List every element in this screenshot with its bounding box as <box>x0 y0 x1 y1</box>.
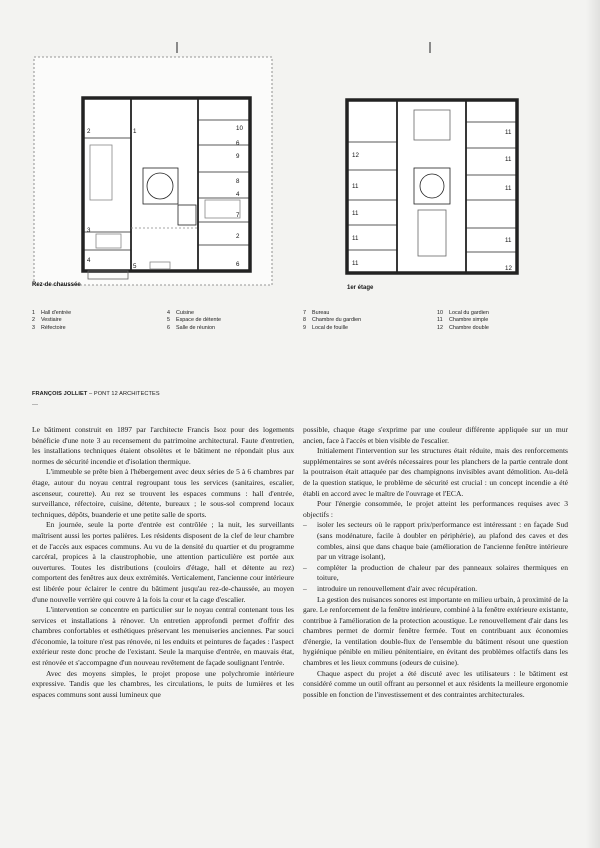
room-number: 11 <box>505 237 512 244</box>
legend-label: Espace de détente <box>176 317 221 324</box>
text-column-left <box>32 425 294 700</box>
room-number: 7 <box>236 212 240 219</box>
legend-number: 8 <box>303 317 306 324</box>
author-line <box>32 391 160 397</box>
room-number: 9 <box>236 153 240 160</box>
room-number: 11 <box>352 235 359 242</box>
author-firm: – PONT 12 ARCHITECTES <box>87 391 160 397</box>
floor-plans <box>0 0 600 290</box>
paragraph: La gestion des nuisances sonores est importante en milieu urbain, à proximité de la gare. Le renforcement de la fenêtre intérieure, combiné à la fenêtre extérieure existante, contribue à l'amélioration de la protection acoustique. Le renouvellement d'air dans les chambres permet de dormir fenêtre fermée. Tout en contribuant aux économies d'énergie, la ventilation double-flux de l'ensemble du bâtiment résout une question hygiénique pénible en milieu pénitentiaire, en évitant des problèmes olfactifs dans les chambres et les lieux communs (odeurs de cuisine). <box>303 594 568 668</box>
legend-number: 10 <box>437 310 443 316</box>
room-number: 11 <box>352 260 359 267</box>
legend-label: Local du gardien <box>449 310 489 316</box>
room-number: 4 <box>236 191 240 198</box>
legend-group-1 <box>32 310 71 332</box>
legend-label: Chambre simple <box>449 317 489 324</box>
room-number: 1 <box>133 128 137 135</box>
room-number: 3 <box>87 227 91 234</box>
legend-group-4 <box>437 310 489 332</box>
list-item <box>303 520 568 562</box>
legend-number: 11 <box>437 317 443 324</box>
legend-number: 12 <box>437 324 443 331</box>
text-column-right <box>303 425 568 700</box>
plan-caption-ground: Rez-de chaussée <box>32 282 81 288</box>
list-item <box>303 584 568 595</box>
legend-group-3 <box>303 310 361 332</box>
list-text: compléter la production de chaleur par des panneaux solaires thermiques en toiture, <box>317 562 568 583</box>
legend-group-2 <box>167 310 221 332</box>
room-number: 11 <box>505 129 512 136</box>
paragraph: Avec des moyens simples, le projet propose une polychromie intérieure expressive. Tandis que les chambres, les circulations, le puits de lumières et les espaces communs sont aussi lumineux que <box>32 668 294 699</box>
legend-number: 1 <box>32 310 35 316</box>
paragraph: Pour l'énergie consommée, le projet atteint les performances requises avec 3 objectifs : <box>303 499 568 519</box>
list-item <box>303 563 568 584</box>
legend-number: 7 <box>303 310 306 316</box>
room-number: 6 <box>236 261 240 268</box>
legend-number: 6 <box>167 324 170 331</box>
paragraph: L'immeuble se prête bien à l'hébergement avec deux séries de 5 à 6 chambres par étage, autour du noyau central regroupant tous les services (sanitaires, escalier, ascenseur, courette). Au rez se trouvent les espaces communs : hall d'entrée, surveillance, réfectoire, cuisine, détente, bureaux ; le sous-sol comprend locaux techniques, dépôts, buanderie et une petite salle de sports. <box>32 467 294 519</box>
paragraph: L'intervention se concentre en particulier sur le noyau central contenant tous les services et installations à rénover. Un entretien approfondi permet d'offrir des chambres confortables et esthétiques préservant les menuiseries anciennes. Par souci d'économie, la toiture n'est pas rénovée, ni les enduits et peintures de façades : l'aspect extérieur reste donc proche de l'existant. Seule la marquise d'entrée, en mauvais état, est rénovée et s'accompagne d'un nouveau revêtement de façade soulignant l'entrée. <box>32 605 294 668</box>
room-number: 12 <box>505 265 512 272</box>
legend-label: Hall d'entrée <box>41 310 72 316</box>
room-number: 4 <box>87 257 91 264</box>
legend-label: Bureau <box>312 310 330 316</box>
legend-label: Réfectoire <box>41 324 66 331</box>
legend-label: Chambre du gardien <box>312 317 362 324</box>
paragraph: possible, chaque étage s'exprime par une couleur différente appliquée sur un mur ancien, face à l'accès et bien visible de l'escalier. <box>303 425 568 445</box>
room-number: 11 <box>352 210 359 217</box>
legend-label: Local de fouille <box>312 324 348 331</box>
room-number: 11 <box>352 183 359 190</box>
paragraph: Initialement l'intervention sur les structures était réduite, mais des renforcements supplémentaires se sont avérés nécessaires pour les planchers de la partie centrale dont la poutraison était attaquée par des champignons invisibles avant démolition. Au-delà de la question statique, le problème de sécurité est crucial : un concept incendie a été établi en accord avec le maître de l'ouvrage et l'ECA. <box>303 446 568 498</box>
legend-label: Chambre double <box>449 324 489 331</box>
legend-number: 2 <box>32 317 35 324</box>
room-number: 2 <box>87 128 91 135</box>
room-number: 5 <box>133 263 137 270</box>
legend-label: Cuisine <box>176 310 194 316</box>
separator-dash: --- <box>32 402 38 408</box>
legend-number: 5 <box>167 317 170 324</box>
list-text: isoler les secteurs où le rapport prix/performance est intéressant : en façade Sud (sans modénature, facile à doubler en périphérie), au plafond des caves et des combles, ainsi que dans chaque baie (amélioration de l'ancienne fenêtre intérieure par un vitrage isolant), <box>317 520 568 562</box>
legend-number: 4 <box>167 310 170 316</box>
room-number: 6 <box>236 140 240 147</box>
room-number: 10 <box>236 125 243 132</box>
list-text: introduire un renouvellement d'air avec récupération. <box>317 583 478 593</box>
legend-number: 9 <box>303 324 306 331</box>
author-name: FRANÇOIS JOLLIET <box>32 391 88 397</box>
list-bullet: – <box>303 562 307 572</box>
legend-label: Salle de réunion <box>176 324 215 331</box>
legend-label: Vestiaire <box>41 317 62 324</box>
room-number: 2 <box>236 233 240 240</box>
room-number: 11 <box>505 185 512 192</box>
list-bullet: – <box>303 520 307 530</box>
paragraph: Le bâtiment construit en 1897 par l'architecte Francis Isoz pour des logements bénéficie d'une note 3 au recensement du patrimoine architectural. Faute d'entretien, les installations techniques étaient obsolètes et le bâtiment ne répondait plus aux normes de sécurité incendie et d'isolation thermique. <box>32 425 294 466</box>
list-bullet: – <box>303 583 307 593</box>
legend-number: 3 <box>32 324 35 331</box>
paragraph: En journée, seule la porte d'entrée est contrôlée ; la nuit, les surveillants maîtrisent aussi les portes palières. Les résidents disposent de la clef de leur chambre et de l'accès aux espaces communs. Au vu de la densité du quartier et du programme carcéral, propices à la claustrophobie, une attention particulière est portée aux ouvertures. Toutes les distributions (couloirs d'étage, hall et détente au rez) comportent des fenêtres aux deux extrémités. Verticalement, l'ancienne cour intérieure est libérée pour éclairer le centre du bâtiment jusqu'au rez-de-chaussée, au moyen d'une nouvelle verrière qui couvre à la fois la cour et la cage d'escalier. <box>32 520 294 604</box>
room-number: 8 <box>236 178 240 185</box>
room-number: 12 <box>352 152 359 159</box>
paragraph: Chaque aspect du projet a été discuté avec les utilisateurs : le bâtiment est considéré comme un outil offrant au personnel et aux résidents la meilleure ergonomie possible en fonction de l'investissement et des contraintes architecturales. <box>303 668 568 699</box>
room-number: 11 <box>505 156 512 163</box>
plan-caption-first: 1er étage <box>347 285 374 291</box>
